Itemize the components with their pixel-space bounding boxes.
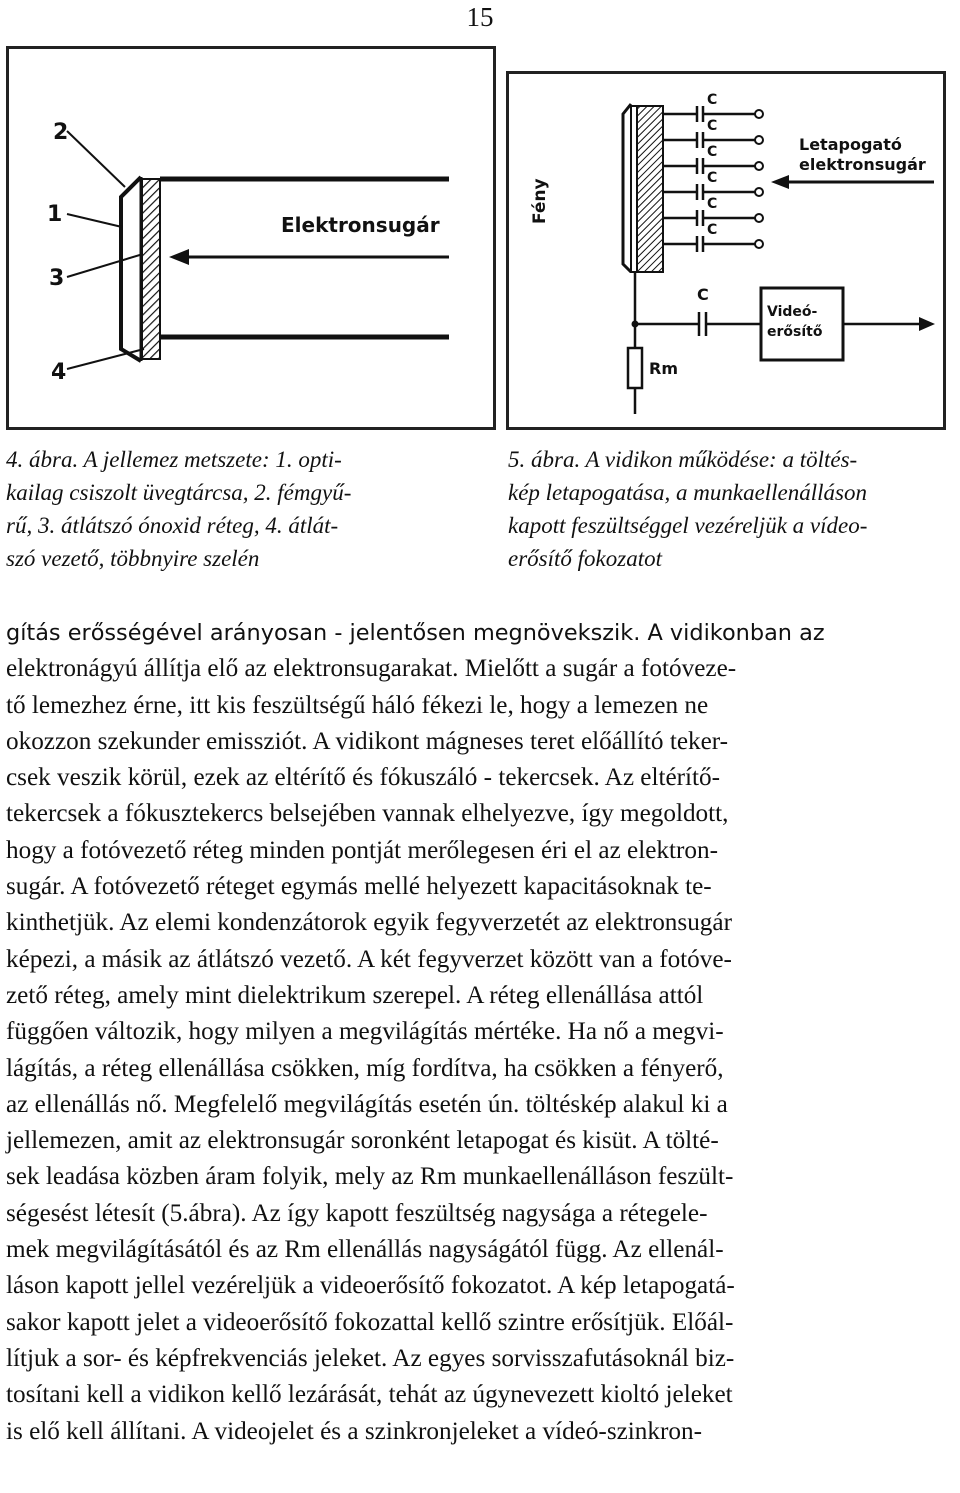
caption-line: szó vezető, többnyire szelén bbox=[6, 546, 260, 571]
amplifier-label-line1: Videó- bbox=[767, 304, 818, 320]
capacitor-label-3: C bbox=[707, 144, 718, 160]
caption-line: kailag csiszolt üvegtárcsa, 2. fémgyű- bbox=[6, 480, 352, 505]
text-line: is elő kell állítani. A videojelet és a szinkronjeleket a vídeó-szinkron- bbox=[6, 1417, 702, 1445]
photoconductor-layer bbox=[637, 106, 663, 272]
text-line: sugár. A fotóvezető réteget egymás mellé helyezett kapacitásoknak te- bbox=[6, 873, 712, 901]
text-line: láson kapott jellel vezéreljük a videoerősítő fokozatot. A kép letapogatá- bbox=[6, 1272, 735, 1300]
glass-disc bbox=[121, 177, 141, 361]
text-line: jellemezen, amit az elektronsugár soronként letapogat és kisüt. A tölté- bbox=[6, 1127, 719, 1155]
text-line: sakor kapott jelet a videoerősítő fokozattal kellő szintre erősítjük. Előál- bbox=[6, 1308, 734, 1336]
capacitor-label-4: C bbox=[707, 170, 718, 186]
electron-beam-label: Elektronsugár bbox=[281, 213, 440, 237]
text-line: lítjuk a sor- és képfrekvenciás jeleket. Az egyes sorvisszafutásoknál biz- bbox=[6, 1344, 735, 1372]
text-line: tosítani kell a vidikon kellő lezárását, tehát az úgynevezett kioltó jeleket bbox=[6, 1381, 733, 1409]
figure-4-caption bbox=[6, 443, 476, 575]
text-line: az ellenállás nő. Megfelelő megvilágítás esetén ún. töltéskép alakul ki a bbox=[6, 1090, 728, 1118]
caption-line: 4. ábra. A jellemez metszete: 1. opti- bbox=[6, 447, 342, 472]
body-paragraph bbox=[6, 615, 960, 1450]
rm-label: Rm bbox=[649, 359, 678, 378]
figure-5-vidicon-circuit bbox=[506, 71, 946, 430]
text-line: képezi, a másik az átlátszó vezető. A két fegyverzet között van a fotóve- bbox=[6, 945, 732, 973]
scan-beam-label-line1: Letapogató bbox=[799, 135, 902, 154]
photoconductor-layer bbox=[142, 179, 160, 359]
load-resistor-rm bbox=[628, 348, 642, 388]
figure-5-diagram bbox=[509, 74, 943, 427]
label-4: 4 bbox=[51, 360, 67, 385]
capacitor-label-6: C bbox=[707, 222, 718, 238]
label-3: 3 bbox=[49, 266, 65, 291]
capacitor-label-5: C bbox=[707, 196, 718, 212]
caption-line: rű, 3. átlátszó ónoxid réteg, 4. átlát- bbox=[6, 513, 339, 538]
label-1: 1 bbox=[47, 202, 63, 227]
capacitor-label-1: C bbox=[707, 92, 718, 108]
text-line: sek leadása közben áram folyik, mely az Rm munkaellenálláson feszült- bbox=[6, 1163, 734, 1191]
text-line: tekercsek a fókusztekercs belsejében vannak elhelyezve, így megoldott, bbox=[6, 800, 729, 828]
text-line: hogy a fotóvezető réteg minden pontját merőlegesen éri el az elektron- bbox=[6, 836, 718, 864]
text-line: kinthetjük. Az elemi kondenzátorok egyik fegyverzetét az elektronsugár bbox=[6, 909, 732, 937]
text-line: lágítás, a réteg ellenállása csökken, míg fordítva, ha csökken a fényerő, bbox=[6, 1054, 724, 1082]
label-2: 2 bbox=[53, 120, 69, 145]
caption-line: kép letapogatása, a munkaellenálláson bbox=[508, 480, 867, 505]
text-line: csek veszik körül, ezek az eltérítő és fókuszáló - tekercsek. Az eltérítő- bbox=[6, 764, 721, 792]
text-line: okozzon szekunder emissziót. A vidikont mágneses teret előállító teker- bbox=[6, 727, 729, 755]
coupling-capacitor-label: C bbox=[697, 285, 709, 304]
light-label: Fény bbox=[530, 178, 550, 224]
figure-4-diagram bbox=[9, 49, 493, 427]
figure-5-caption bbox=[508, 443, 958, 575]
text-line: ségesést létesít (5.ábra). Az így kapott feszültség nagysága a rétegele- bbox=[6, 1199, 708, 1227]
caption-line: erősítő fokozatot bbox=[508, 546, 662, 571]
text-line: mek megvilágításától és az Rm ellenállás nagyságától függ. Az ellenál- bbox=[6, 1236, 724, 1264]
page-number: 15 bbox=[466, 2, 494, 32]
figure-4-target-cross-section bbox=[6, 46, 496, 430]
scan-beam-label-line2: elektronsugár bbox=[799, 155, 926, 174]
caption-line: kapott feszültséggel vezéreljük a vídeo- bbox=[508, 513, 868, 538]
text-line: tő lemezhez érne, itt kis feszültségű háló fékezi le, hogy a lemezen ne bbox=[6, 691, 709, 719]
text-line: gítás erősségével arányosan - jelentősen megnövekszik. A vidikonban az bbox=[6, 620, 825, 646]
amplifier-label-line2: erősítő bbox=[767, 324, 823, 340]
text-line: függően változik, hogy milyen a megvilágítás mértéke. Ha nő a megvi- bbox=[6, 1018, 724, 1046]
capacitor-label-2: C bbox=[707, 118, 718, 134]
text-line: elektronágyú állítja elő az elektronsugarakat. Mielőtt a sugár a fotóveze- bbox=[6, 655, 737, 683]
caption-line: 5. ábra. A vidikon működése: a töltés- bbox=[508, 447, 858, 472]
text-line: zető réteg, amely mint dielektrikum szerepel. A réteg ellenállása attól bbox=[6, 981, 704, 1009]
